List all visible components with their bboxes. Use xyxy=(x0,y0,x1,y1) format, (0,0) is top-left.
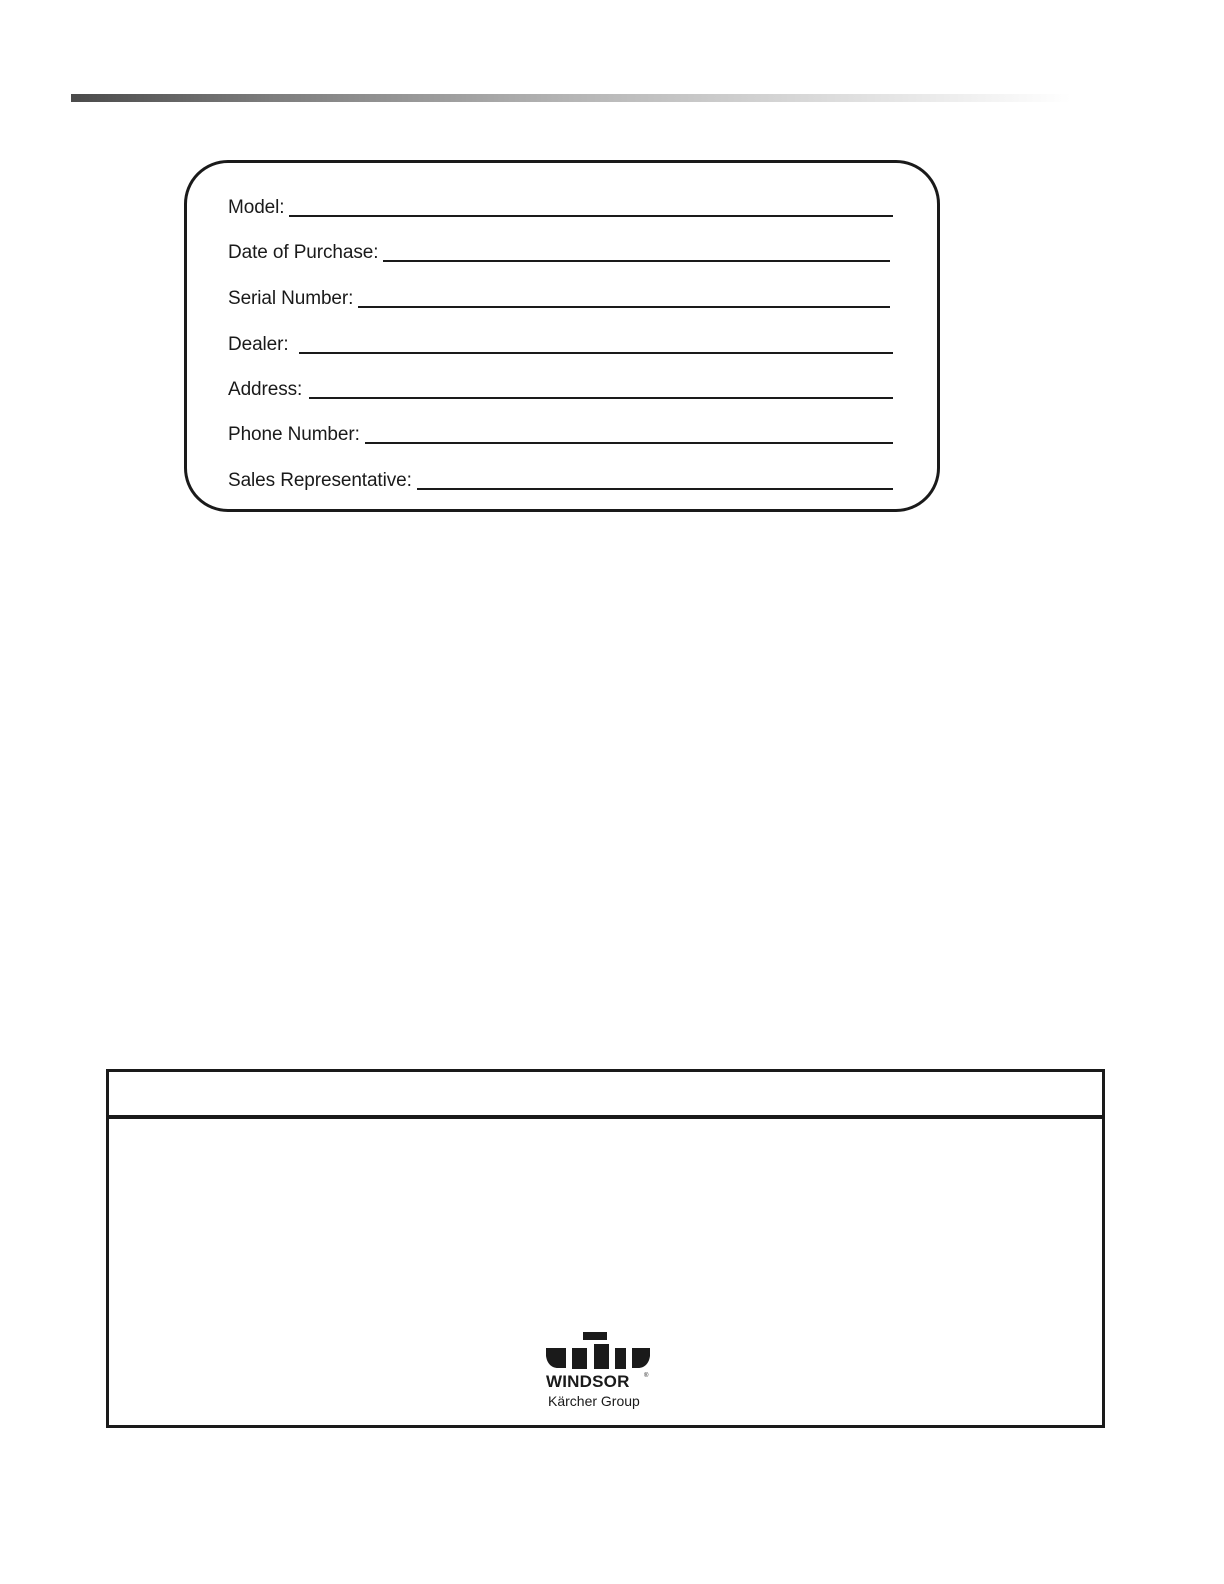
address-line xyxy=(309,397,893,399)
windsor-logo xyxy=(546,1332,650,1410)
phone-number-row xyxy=(228,416,893,446)
serial-number-row xyxy=(228,280,890,310)
dealer-label: Dealer: xyxy=(228,334,289,355)
header-rule xyxy=(71,94,1071,102)
date-of-purchase-row xyxy=(228,234,890,264)
logo-wordmark: WINDSOR xyxy=(546,1372,630,1391)
model-label: Model: xyxy=(228,197,285,218)
serial-number-line xyxy=(358,306,890,308)
windsor-emblem-icon xyxy=(546,1332,650,1372)
dealer-stamp-box-header xyxy=(109,1072,1102,1119)
phone-number-line xyxy=(365,442,893,444)
model-row xyxy=(228,189,893,219)
address-row xyxy=(228,371,893,401)
logo-group-text: Kärcher Group xyxy=(548,1393,640,1409)
date-of-purchase-line xyxy=(383,260,890,262)
model-line xyxy=(289,215,893,217)
address-label: Address: xyxy=(228,379,303,400)
dealer-row xyxy=(228,326,893,356)
sales-representative-row xyxy=(228,462,893,492)
dealer-line xyxy=(299,352,893,354)
date-of-purchase-label: Date of Purchase: xyxy=(228,242,379,263)
logo-registered-mark: ® xyxy=(644,1373,649,1379)
sales-representative-line xyxy=(417,488,893,490)
serial-number-label: Serial Number: xyxy=(228,288,354,309)
sales-representative-label: Sales Representative: xyxy=(228,470,412,491)
phone-number-label: Phone Number: xyxy=(228,424,360,445)
product-record-card xyxy=(184,160,940,512)
